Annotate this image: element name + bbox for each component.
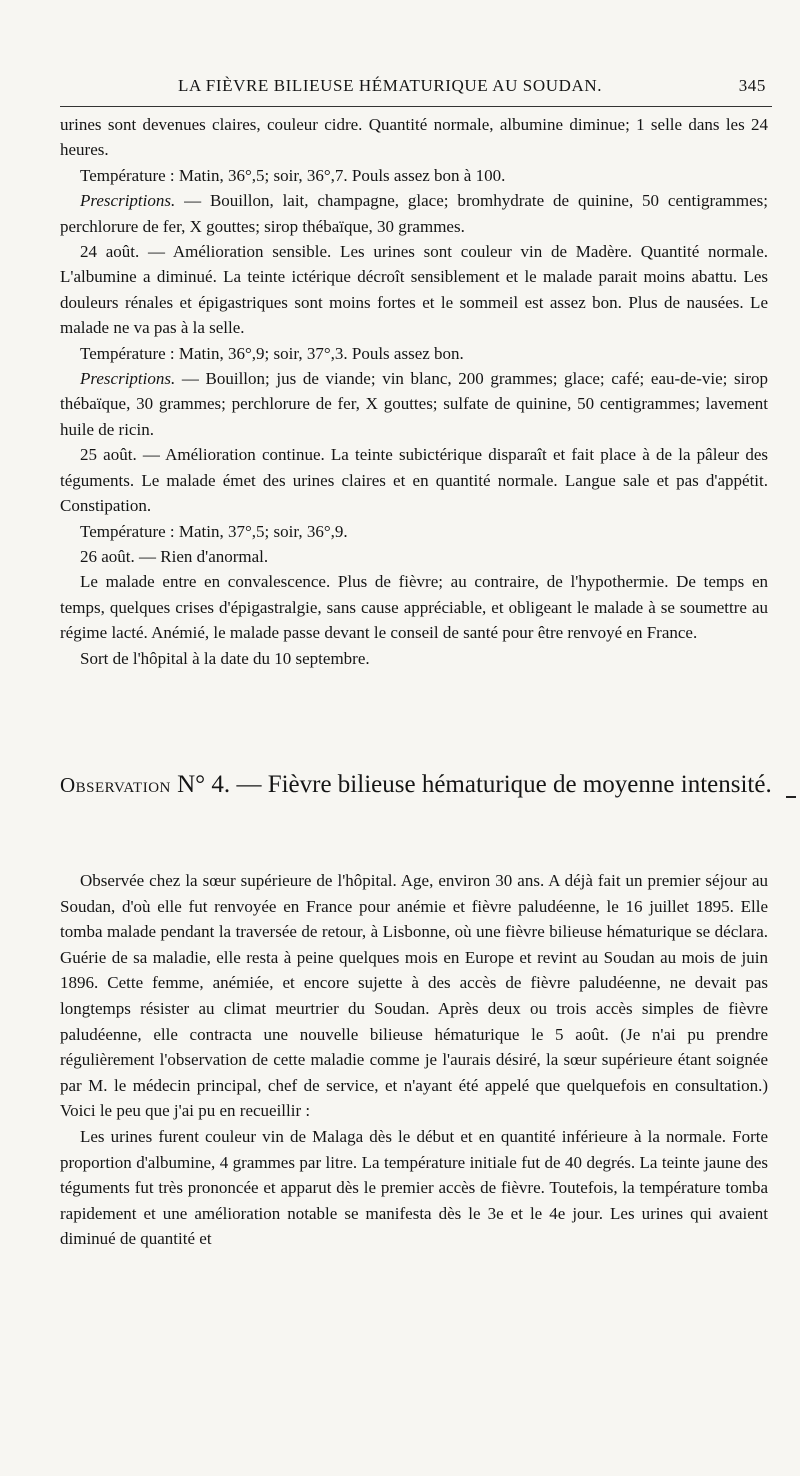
paragraph: Le malade entre en convalescence. Plus de fièvre; au contraire, de l'hypothermie. De temps en temps, quelques crises d'épigastralgie, sans cause appréciable, et obligeant le malade à se soumettre au régime lacté. Anémié, le malade passe devant le conseil de santé pour être renvoyé en France. <box>60 572 768 643</box>
case-continuation <box>60 112 768 671</box>
prescriptions-label: Prescriptions. <box>80 369 176 389</box>
page-number: 345 <box>738 76 766 95</box>
paragraph: 24 août. — Amélioration sensible. Les urines sont couleur vin de Madère. Quantité normale. L'albumine a diminué. La teinte ictérique décroît sensiblement et le malade parait moins abattu. Les douleurs rénales et épigastriques sont moins fortes et le sommeil est assez bon. Plus de nausées. Le malade ne va pas à la selle. <box>60 242 768 338</box>
observation-title: — Fièvre bilieuse hématurique de moyenne intensité. <box>230 771 772 798</box>
paragraph: Température : Matin, 37°,5; soir, 36°,9. <box>80 521 348 541</box>
observation-body <box>60 868 768 1252</box>
paragraph: Sort de l'hôpital à la date du 10 septembre. <box>80 648 370 668</box>
paragraph: Prescriptions. — Bouillon, lait, champagne, glace; bromhydrate de quinine, 50 centigrammes; perchlorure de fer, X gouttes; sirop thébaïque, 30 grammes. <box>60 191 768 236</box>
margin-mark <box>786 796 796 798</box>
paragraph: Les urines furent couleur vin de Malaga dès le début et en quantité inférieure à la normale. Forte proportion d'albumine, 4 grammes par litre. La température initiale fut de 40 degrés. La teinte jaune des téguments fut très prononcée et apparut dès le premier accès de fièvre. Toutefois, la température tomba rapidement et une amélioration notable se manifesta dès le 3e et le 4e jour. Les urines qui avaient diminué de quantité et <box>60 1126 768 1249</box>
running-title: LA FIÈVRE BILIEUSE HÉMATURIQUE AU SOUDAN. <box>178 76 603 95</box>
observation-heading <box>60 770 772 800</box>
paragraph: Observée chez la sœur supérieure de l'hôpital. Age, environ 30 ans. A déjà fait un premier séjour au Soudan, d'où elle fut renvoyée en France pour anémie et fièvre paludéenne, le 16 juillet 1895. Elle tomba malade pendant la traversée de retour, à Lisbonne, où une fièvre bilieuse hématurique se déclara. Guérie de sa maladie, elle resta à peine quelques mois en Europe et revint au Soudan au mois de juin 1896. Cette femme, anémiée, et encore sujette à des accès de fièvre paludéenne, ne devait pas longtemps résister au climat meurtrier du Soudan. Après deux ou trois accès simples de fièvre paludéenne, elle contracta une nouvelle bilieuse hématurique le 5 août. (Je n'ai pu prendre régulièrement l'observation de cette maladie comme je l'aurais désiré, la sœur supérieure étant soignée par M. le médecin principal, chef de service, et n'ayant été appelé que quelquefois en consultation.) Voici le peu que j'ai pu en recueillir : <box>60 871 768 1121</box>
running-header <box>60 76 770 102</box>
observation-number: N° 4. <box>177 771 231 798</box>
prescriptions-label: Prescriptions. <box>80 191 176 211</box>
paragraph: Prescriptions. — Bouillon; jus de viande; vin blanc, 200 grammes; glace; café; eau-de-vie; sirop thébaïque, 30 grammes; perchlorure de fer, X gouttes; sulfate de quinine, 50 centigrammes; lavement huile de ricin. <box>60 369 768 439</box>
paragraph: 25 août. — Amélioration continue. La teinte subictérique disparaît et fait place à de la pâleur des téguments. Le malade émet des urines claires et en quantité normale. Langue sale et pas d'appétit. Constipation. <box>60 445 768 516</box>
paragraph: 26 août. — Rien d'anormal. <box>80 546 269 566</box>
paragraph: Température : Matin, 36°,5; soir, 36°,7. Pouls assez bon à 100. <box>80 165 506 185</box>
paragraph: Température : Matin, 36°,9; soir, 37°,3. Pouls assez bon. <box>80 343 464 363</box>
header-rule <box>60 106 772 107</box>
observation-label: Observation <box>60 773 171 797</box>
paragraph: urines sont devenues claires, couleur cidre. Quantité normale, albumine diminue; 1 selle dans les 24 heures. <box>60 115 768 160</box>
